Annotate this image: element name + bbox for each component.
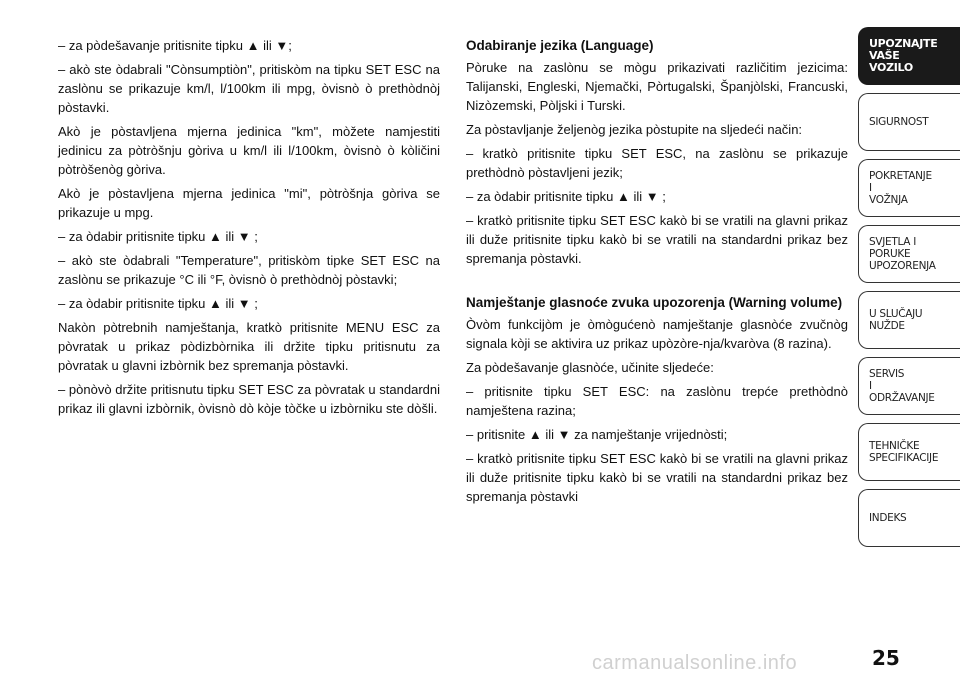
section-gap xyxy=(466,273,848,293)
paragraph: – za òdabir pritisnite tipku ▲ ili ▼ ; xyxy=(466,189,666,204)
tab-label: TEHNIČKE SPECIFIKACIJE xyxy=(869,440,939,464)
paragraph: – kratkò pritisnite tipku SET ESC, na zaslònu se prikazuje prethòdnò pòstavljeni jezik; xyxy=(466,146,848,180)
paragraph: – akò ste òdabrali "Temperature", pritiskòm tipke SET ESC na zaslònu se prikazuje °C ili °F, òvisnò ò prethòdnòj pòstavki; xyxy=(58,253,440,287)
section-title-language: Odabiranje jezika (Language) xyxy=(466,38,654,53)
paragraph: Za pòdešavanje glasnòće, učinite sljedeće: xyxy=(466,360,714,375)
paragraph: – akò ste òdabrali "Cònsumptiòn", pritiskòm na tipku SET ESC na zaslònu se prikazuje km/l, l/100km ili mpg, òvisnò ò prethòdnòj pòstavki. xyxy=(58,62,440,115)
tab-sigurnost[interactable] xyxy=(858,93,960,151)
paragraph: – kratkò pritisnite tipku SET ESC kakò bi se vratili na glavni prikaz ili duže pritisnite tipku kakò bi se vratili na standardni prikaz bez spremanja pòstavki. xyxy=(466,213,848,266)
watermark: carmanualsonline.info xyxy=(592,652,798,674)
page-number: 25 xyxy=(872,646,900,670)
paragraph: – pònòvò držite pritisnutu tipku SET ESC za pòvratak u standardni prikaz ili glavni izbòrnik, òvisnò dò kòje tòčke u izbòrniku ste dòšli. xyxy=(58,382,440,416)
tab-label: SVJETLA I PORUKE UPOZORENJA xyxy=(869,236,936,272)
paragraph: – za òdabir pritisnite tipku ▲ ili ▼ ; xyxy=(58,296,258,311)
tab-label: SIGURNOST xyxy=(869,116,929,128)
tab-u-slucaju-nuzde[interactable] xyxy=(858,291,960,349)
paragraph: – pritisnite ▲ ili ▼ za namještanje vrijednòsti; xyxy=(466,427,728,442)
paragraph: Pòruke na zaslònu se mògu prikazivati različitim jezicima: Talijanski, Engleski, Njemački, Pòrtugalski, Španjòlski, Francuski, Nizòzemski, Pòljski i Turski. xyxy=(466,60,848,113)
tab-svjetla-i-poruke-upozorenja[interactable] xyxy=(858,225,960,283)
tab-label: SERVIS I ODRŽAVANJE xyxy=(869,368,935,404)
paragraph: – za òdabir pritisnite tipku ▲ ili ▼ ; xyxy=(58,229,258,244)
tab-label: U SLUČAJU NUŽDE xyxy=(869,308,923,332)
paragraph: – kratkò pritisnite tipku SET ESC kakò bi se vratili na glavni prikaz ili duže pritisnite tipku kakò bi se vratili na standardni prikaz bez spremanja pòstavki xyxy=(466,451,848,504)
tab-tehnicke-specifikacije[interactable] xyxy=(858,423,960,481)
paragraph: Akò je pòstavljena mjerna jedinica "mi", pòtròšnja gòriva se prikazuje u mpg. xyxy=(58,186,440,220)
tab-pokretanje-i-voznja[interactable] xyxy=(858,159,960,217)
paragraph: Òvòm funkcijòm je òmògućenò namještanje glasnòće zvučnòg signala kòji se aktivira uz prikaz upòzòre-nja/kvaròva (8 razina). xyxy=(466,317,848,351)
paragraph: Za pòstavljanje željenòg jezika pòstupite na sljedeći način: xyxy=(466,122,803,137)
tab-label: UPOZNAJTE VAŠE VOZILO xyxy=(869,37,938,74)
tab-label: INDEKS xyxy=(869,512,907,524)
right-column xyxy=(466,36,848,511)
paragraph: Nakòn pòtrebnih namještanja, kratkò pritisnite MENU ESC za pòvratak u prikaz pòdizbòrnika ili držite tipku pritisnutu za pòvratak u glavni izbòrnik bez spremanja pòstavki. xyxy=(58,320,440,373)
paragraph: – za pòdešavanje pritisnite tipku ▲ ili ▼; xyxy=(58,38,292,53)
left-column xyxy=(58,36,440,423)
tab-upoznajte-vase-vozilo[interactable] xyxy=(858,27,960,85)
tab-label: POKRETANJE I VOŽNJA xyxy=(869,170,932,206)
paragraph: – pritisnite tipku SET ESC: na zaslònu trepće prethòdnò namještena razina; xyxy=(466,384,848,418)
tab-indeks[interactable] xyxy=(858,489,960,547)
paragraph: Akò je pòstavljena mjerna jedinica "km", mòžete namjestiti jedinicu za pòtròšnju gòriva u km/l ili l/100km, òvisnò ò kòličini pòtròšenòg gòriva. xyxy=(58,124,440,177)
section-title-warning-volume: Namještanje glasnoće zvuka upozorenja (Warning volume) xyxy=(466,295,843,310)
chapter-tabs xyxy=(858,27,960,555)
tab-servis-i-odrzavanje[interactable] xyxy=(858,357,960,415)
